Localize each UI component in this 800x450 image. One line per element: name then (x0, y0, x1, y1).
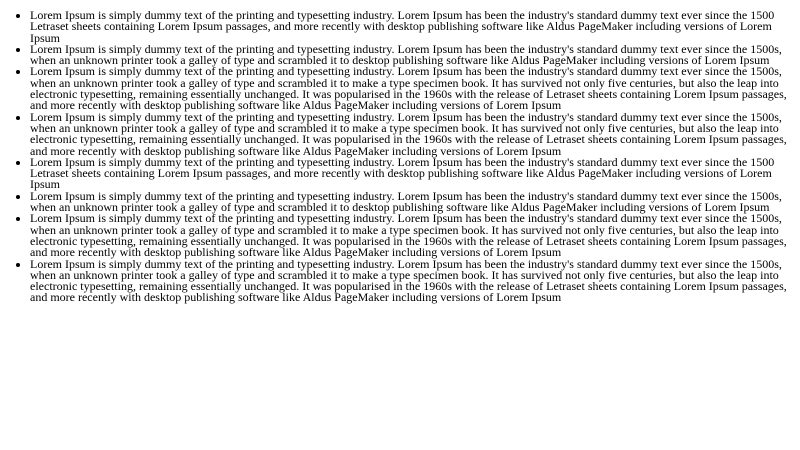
list-item: • Lorem Ipsum is simply dummy text of the printing and typesetting industry. Lorem Ipsum has been the industry's standard dummy text ever since the 1500s, when an unknown printer took a galley of type and scrambled it to desktop publishing software like Aldus PageMaker including versions of Lorem Ipsum (30, 191, 790, 214)
list-item: • Lorem Ipsum is simply dummy text of the printing and typesetting industry. Lorem Ipsum has been the industry's standard dummy text ever since the 1500 Letraset sheets containing Lorem Ipsum passages, and more recently with desktop publishing software like Aldus PageMaker including versions of Lorem Ipsum (30, 157, 790, 191)
list-item: • Lorem Ipsum is simply dummy text of the printing and typesetting industry. Lorem Ipsum has been the industry's standard dummy text ever since the 1500s, when an unknown printer took a galley of type and scrambled it to desktop publishing software like Aldus PageMaker including versions of Lorem Ipsum (30, 44, 790, 67)
list-item: • Lorem Ipsum is simply dummy text of the printing and typesetting industry. Lorem Ipsum has been the industry's standard dummy text ever since the 1500s, when an unknown printer took a galley of type and scrambled it to make a type specimen book. It has survived not only five centuries, but also the leap into electronic typesetting, remaining essentially unchanged. It was popularised in the 1960s with the release of Letraset sheets containing Lorem Ipsum passages, and more recently with desktop publishing software like Aldus PageMaker including versions of Lorem Ipsum (30, 66, 790, 111)
bulleted-list (0, 10, 800, 304)
list-item: • Lorem Ipsum is simply dummy text of the printing and typesetting industry. Lorem Ipsum has been the industry's standard dummy text ever since the 1500s, when an unknown printer took a galley of type and scrambled it to make a type specimen book. It has survived not only five centuries, but also the leap into electronic typesetting, remaining essentially unchanged. It was popularised in the 1960s with the release of Letraset sheets containing Lorem Ipsum passages, and more recently with desktop publishing software like Aldus PageMaker including versions of Lorem Ipsum (30, 112, 790, 157)
list-item: • Lorem Ipsum is simply dummy text of the printing and typesetting industry. Lorem Ipsum has been the industry's standard dummy text ever since the 1500s, when an unknown printer took a galley of type and scrambled it to make a type specimen book. It has survived not only five centuries, but also the leap into electronic typesetting, remaining essentially unchanged. It was popularised in the 1960s with the release of Letraset sheets containing Lorem Ipsum passages, and more recently with desktop publishing software like Aldus PageMaker including versions of Lorem Ipsum (30, 213, 790, 258)
list-item: • Lorem Ipsum is simply dummy text of the printing and typesetting industry. Lorem Ipsum has been the industry's standard dummy text ever since the 1500 Letraset sheets containing Lorem Ipsum passages, and more recently with desktop publishing software like Aldus PageMaker including versions of Lorem Ipsum (30, 10, 790, 44)
list-item: • Lorem Ipsum is simply dummy text of the printing and typesetting industry. Lorem Ipsum has been the industry's standard dummy text ever since the 1500s, when an unknown printer took a galley of type and scrambled it to make a type specimen book. It has survived not only five centuries, but also the leap into electronic typesetting, remaining essentially unchanged. It was popularised in the 1960s with the release of Letraset sheets containing Lorem Ipsum passages, and more recently with desktop publishing software like Aldus PageMaker including versions of Lorem Ipsum (30, 259, 790, 304)
